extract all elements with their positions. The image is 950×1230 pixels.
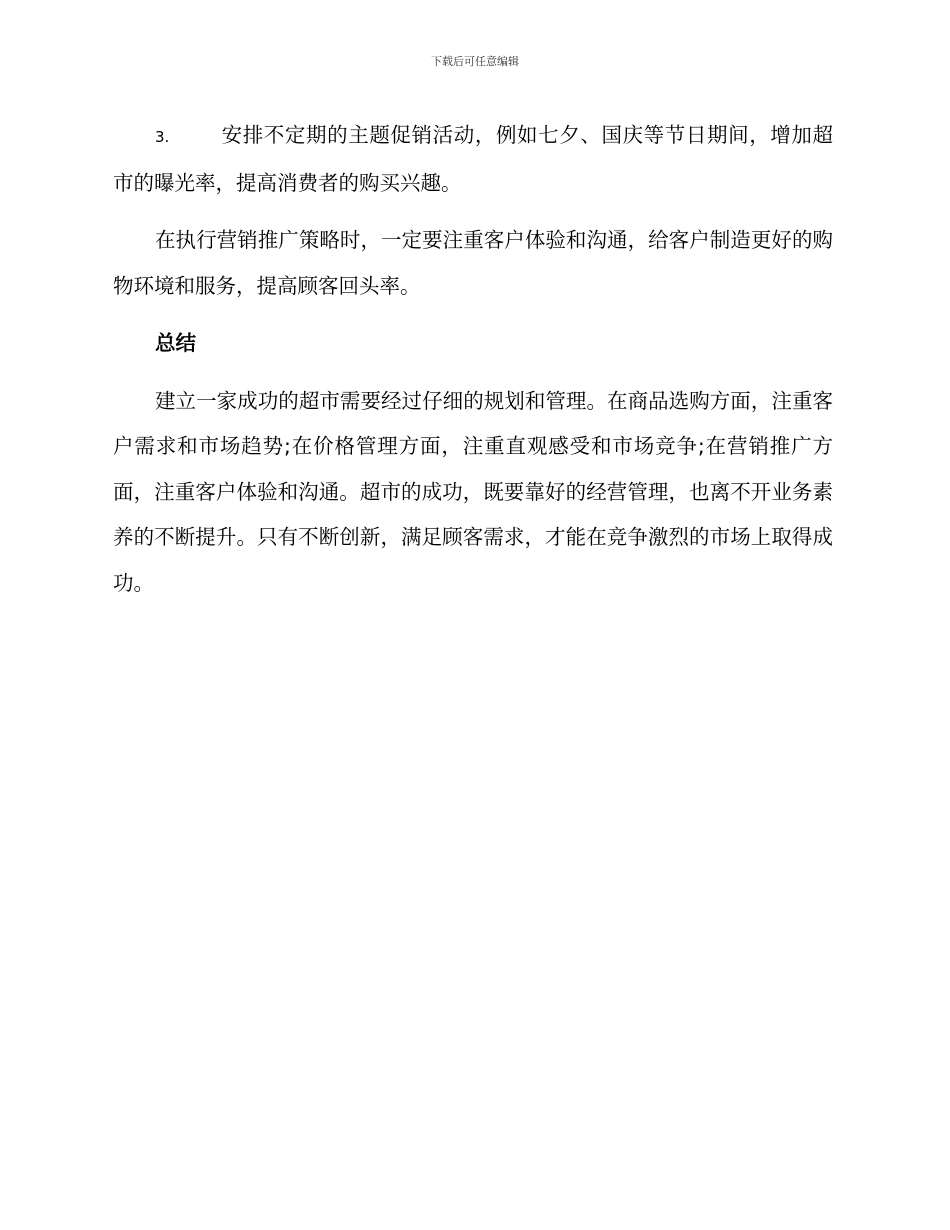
list-item-3 bbox=[113, 113, 833, 206]
summary-paragraph: 建立一家成功的超市需要经过仔细的规划和管理。在商品选购方面，注重客户需求和市场趋势;在价格管理方面，注重直观感受和市场竞争;在营销推广方面，注重客户体验和沟通。超市的成功，既要靠好的经营管理，也离不开业务素养的不断提升。只有不断创新，满足顾客需求，才能在竞争激烈的市场上取得成功。 bbox=[113, 388, 833, 595]
list-item-text: 安排不定期的主题促销活动，例如七夕、国庆等节日期间，增加超市的曝光率，提高消费者的购买兴趣。 bbox=[113, 123, 833, 195]
document-body bbox=[113, 113, 833, 606]
list-item-number: 3. bbox=[155, 128, 170, 146]
page-header: 下载后可任意编辑 bbox=[431, 55, 519, 68]
marketing-paragraph: 在执行营销推广策略时，一定要注重客户体验和沟通，给客户制造更好的购物环境和服务，提高顾客回头率。 bbox=[113, 228, 833, 298]
summary-heading: 总结 bbox=[155, 331, 196, 355]
